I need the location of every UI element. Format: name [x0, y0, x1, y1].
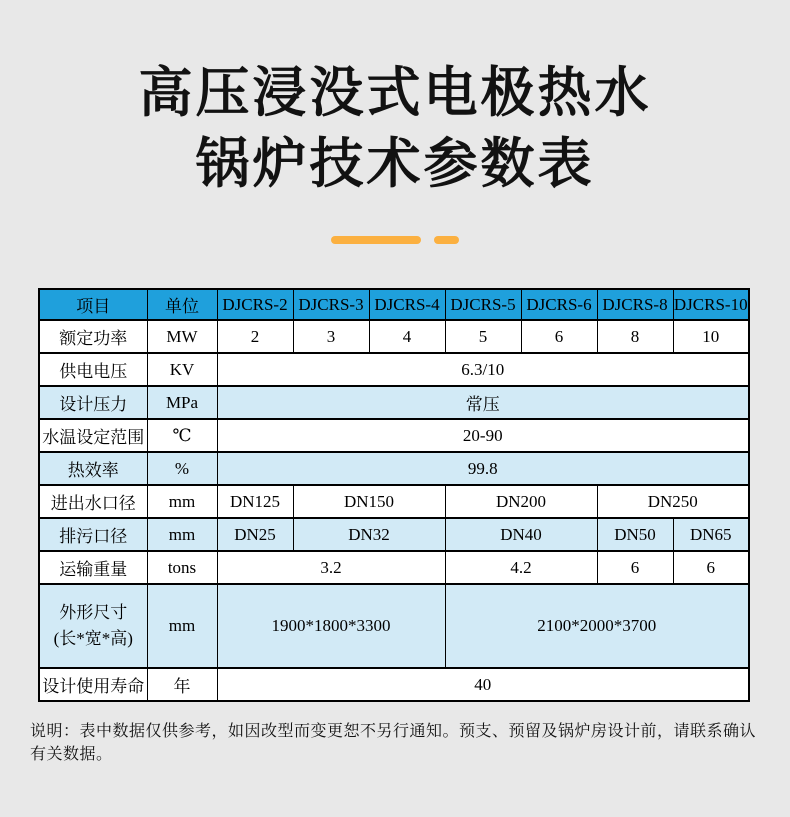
value-cell: 10 — [673, 320, 749, 353]
value-cell: DN125 — [217, 485, 293, 518]
page-title-line1: 高压浸没式电极热水 — [138, 63, 652, 123]
value-cell: 4 — [369, 320, 445, 353]
divider-dash-short — [434, 236, 459, 244]
value-cell: DN65 — [673, 518, 749, 551]
header-cell-model: DJCRS-10 — [673, 289, 749, 320]
table-header-row — [39, 289, 749, 320]
value-cell: 6 — [673, 551, 749, 584]
unit-cell: MPa — [147, 386, 217, 419]
unit-cell: MW — [147, 320, 217, 353]
value-cell: 40 — [217, 668, 749, 701]
value-cell: 1900*1800*3300 — [217, 584, 445, 668]
header-cell-model: DJCRS-4 — [369, 289, 445, 320]
spec-table — [38, 288, 750, 702]
header-cell-unit: 单位 — [147, 289, 217, 320]
row-label: 热效率 — [39, 452, 147, 485]
table-row-water-temp-range — [39, 419, 749, 452]
value-cell: 20-90 — [217, 419, 749, 452]
unit-cell: mm — [147, 584, 217, 668]
title-divider — [0, 236, 790, 244]
value-cell: DN250 — [597, 485, 749, 518]
row-label: 排污口径 — [39, 518, 147, 551]
value-cell: 3.2 — [217, 551, 445, 584]
value-cell: 8 — [597, 320, 673, 353]
header-cell-model: DJCRS-6 — [521, 289, 597, 320]
table-row-design-service-life — [39, 668, 749, 701]
value-cell: 6 — [521, 320, 597, 353]
value-cell: 4.2 — [445, 551, 597, 584]
row-label: 水温设定范围 — [39, 419, 147, 452]
row-label: 运输重量 — [39, 551, 147, 584]
unit-cell: mm — [147, 485, 217, 518]
row-label: 进出水口径 — [39, 485, 147, 518]
unit-cell: ℃ — [147, 419, 217, 452]
header-cell-model: DJCRS-3 — [293, 289, 369, 320]
value-cell: DN50 — [597, 518, 673, 551]
value-cell: 5 — [445, 320, 521, 353]
value-cell: DN200 — [445, 485, 597, 518]
table-row-thermal-efficiency — [39, 452, 749, 485]
value-cell: 6 — [597, 551, 673, 584]
value-cell: DN150 — [293, 485, 445, 518]
row-label-line1: 外形尺寸 — [59, 602, 128, 622]
header-cell-model: DJCRS-5 — [445, 289, 521, 320]
table-row-drain-diameter — [39, 518, 749, 551]
table-row-water-port-diameter — [39, 485, 749, 518]
unit-cell: mm — [147, 518, 217, 551]
footnote-text: 说明：表中数据仅供参考，如因改型而变更恕不另行通知。预支、预留及锅炉房设计前，请联系确认有关数据。 — [30, 723, 757, 763]
unit-cell: KV — [147, 353, 217, 386]
table-row-supply-voltage — [39, 353, 749, 386]
unit-cell: % — [147, 452, 217, 485]
value-cell: 常压 — [217, 386, 749, 419]
header-cell-model: DJCRS-2 — [217, 289, 293, 320]
value-cell: 3 — [293, 320, 369, 353]
value-cell: 99.8 — [217, 452, 749, 485]
page-title-line2: 锅炉技术参数表 — [195, 134, 595, 194]
table-row-design-pressure — [39, 386, 749, 419]
value-cell: 2 — [217, 320, 293, 353]
page-title — [0, 0, 790, 200]
row-label-line2: (长*宽*高) — [53, 629, 133, 648]
header-cell-item: 项目 — [39, 289, 147, 320]
value-cell: 2100*2000*3700 — [445, 584, 749, 668]
table-row-outline-dimensions — [39, 584, 749, 668]
value-cell: DN40 — [445, 518, 597, 551]
row-label: 供电电压 — [39, 353, 147, 386]
unit-cell: 年 — [147, 668, 217, 701]
table-row-rated-power — [39, 320, 749, 353]
value-cell: DN25 — [217, 518, 293, 551]
row-label: 设计使用寿命 — [39, 668, 147, 701]
row-label: 额定功率 — [39, 320, 147, 353]
unit-cell: tons — [147, 551, 217, 584]
divider-dash-long — [331, 236, 421, 244]
row-label: 设计压力 — [39, 386, 147, 419]
value-cell: DN32 — [293, 518, 445, 551]
table-row-transport-weight — [39, 551, 749, 584]
header-cell-model: DJCRS-8 — [597, 289, 673, 320]
value-cell: 6.3/10 — [217, 353, 749, 386]
row-label — [39, 584, 147, 668]
